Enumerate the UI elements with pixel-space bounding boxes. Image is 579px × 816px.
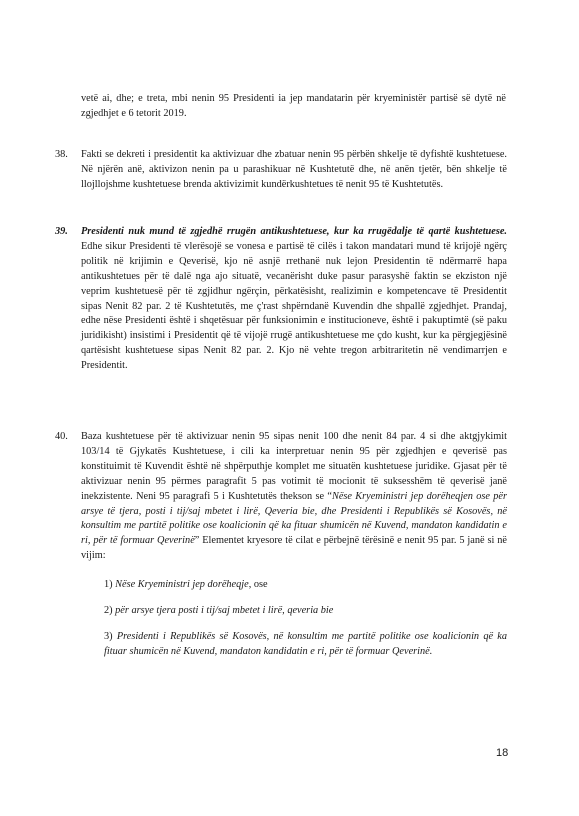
list-item — [104, 630, 507, 660]
paragraph-40-quote: Nëse Kryeministri jep dorëheqjen ose për arsye të tjera, posti i tij/saj mbetet i lirë, Qeveria bie, dhe Presidenti i Republikës së Kosovës, në konsultim me partitë politike ose koalicionin që ka fituar shumicën në Kuvend, mandaton kandidatin e ri, për të formuar Qeverinë — [81, 490, 507, 547]
paragraph-40 — [81, 430, 507, 564]
list-item-number: 3) — [104, 631, 113, 642]
continuation-paragraph: vetë ai, dhe; e treta, mbi nenin 95 Presidenti ia jep mandatarin për kryeministër partisë së dytë në zgjedhjet e 6 tetorit 2019. — [81, 93, 506, 119]
list-item — [104, 578, 507, 593]
paragraph-38: Fakti se dekreti i presidentit ka aktivizuar dhe zbatuar nenin 95 përbën shkelje të dyfishtë kushtetuese. Në njërën anë, aktivizon nenin pa u parashikuar në Kushtetutë dhe, në anën tjetër, bën shkelje të llojllojshme kushtetuese brenda aktivizimit kundërkushtetues të nenit 95 të Kushtetutës. — [81, 149, 507, 190]
list-item-text: Presidenti i Republikës së Kosovës, në konsultim me partitë politike ose koalicionin që ka fituar shumicën në Kuvend, mandaton kandidatin e ri, për të formuar Qeverinë. — [104, 631, 507, 657]
list-item — [104, 604, 507, 619]
list-item-number: 1) — [104, 579, 113, 590]
list-item-text: për arsye tjera posti i tij/saj mbetet i lirë, qeveria bie — [115, 605, 334, 616]
paragraph-39-heading: Presidenti nuk mund të zgjedhë rrugën antikushtetuese, kur ka rrugëdalje të qartë kushtetuese. — [81, 226, 507, 237]
paragraph-number-40: 40. — [55, 431, 68, 442]
paragraph-39-text: Edhe sikur Presidenti të vlerësojë se vonesa e partisë të cilës i takon mandatari mund të krijojë ngërç politik në krijimin e Qeverisë, kjo në asnjë rrethanë nuk lejon Presidentin të ndërmarrë hapa antikushtetues për të dalë nga ajo situatë, vecanërisht duke pasur parasyshë faktin se ekziston një veprim kushtetuesë për të zgjidhur ngërçin, përkatësisht, realizimin e kompetencave të Presidentit sipas Nenit 82 par. 2 të Kushtetutës, me ç'rast shpërndanë Kuvendin dhe shpallë zgjedhjet. Prandaj, edhe nëse Presidenti është i shqetësuar për funksionimin e institucioneve, është i pakuptimtë (së paku juridikisht) insistimi i Presidentit që të vijojë rrugë antikushtetuese me çdo kusht, kur ka përgjegjësinë qartësisht kushtetuese sipas Nenit 82 par. 2. Kjo në vehte tregon arbitraritetin në vendimarrjen e Presidentit. — [81, 240, 507, 372]
list-item-text: Nëse Kryeministri jep dorëheqje — [115, 579, 249, 590]
paragraph-number-38: 38. — [55, 149, 68, 160]
paragraph-40-text-b: ” Elementet kryesore të cilat e përbejnë tërësinë e nenit 95 par. 5 janë si në vijim: — [81, 535, 507, 562]
page-number: 18 — [496, 747, 509, 759]
list-item-number: 2) — [104, 605, 113, 616]
paragraph-39 — [81, 225, 507, 374]
list-item-tail: , ose — [248, 579, 268, 590]
paragraph-number-39: 39. — [55, 226, 68, 237]
paragraph-40-text-a: Baza kushtetuese për të aktivizuar nenin 95 sipas nenit 100 dhe nenit 84 par. 4 si dhe aktgjykimit 103/14 të Gjykatës Kushtetuese, i cili ka interpretuar nenin 95 për zgjedhjen e qeverisë pas konstituimit të Kuvendit është në shpërputhje komplet me situatën kushtetuese juridike. Gjasat për të aktivizuar nenin 95 përmes paragrafit 5 pas votimit të mocionit të suksesshëm të qeverisë janë inekzistente. Neni 95 paragrafi 5 i Kushtetutës thekson se “ — [81, 431, 507, 502]
